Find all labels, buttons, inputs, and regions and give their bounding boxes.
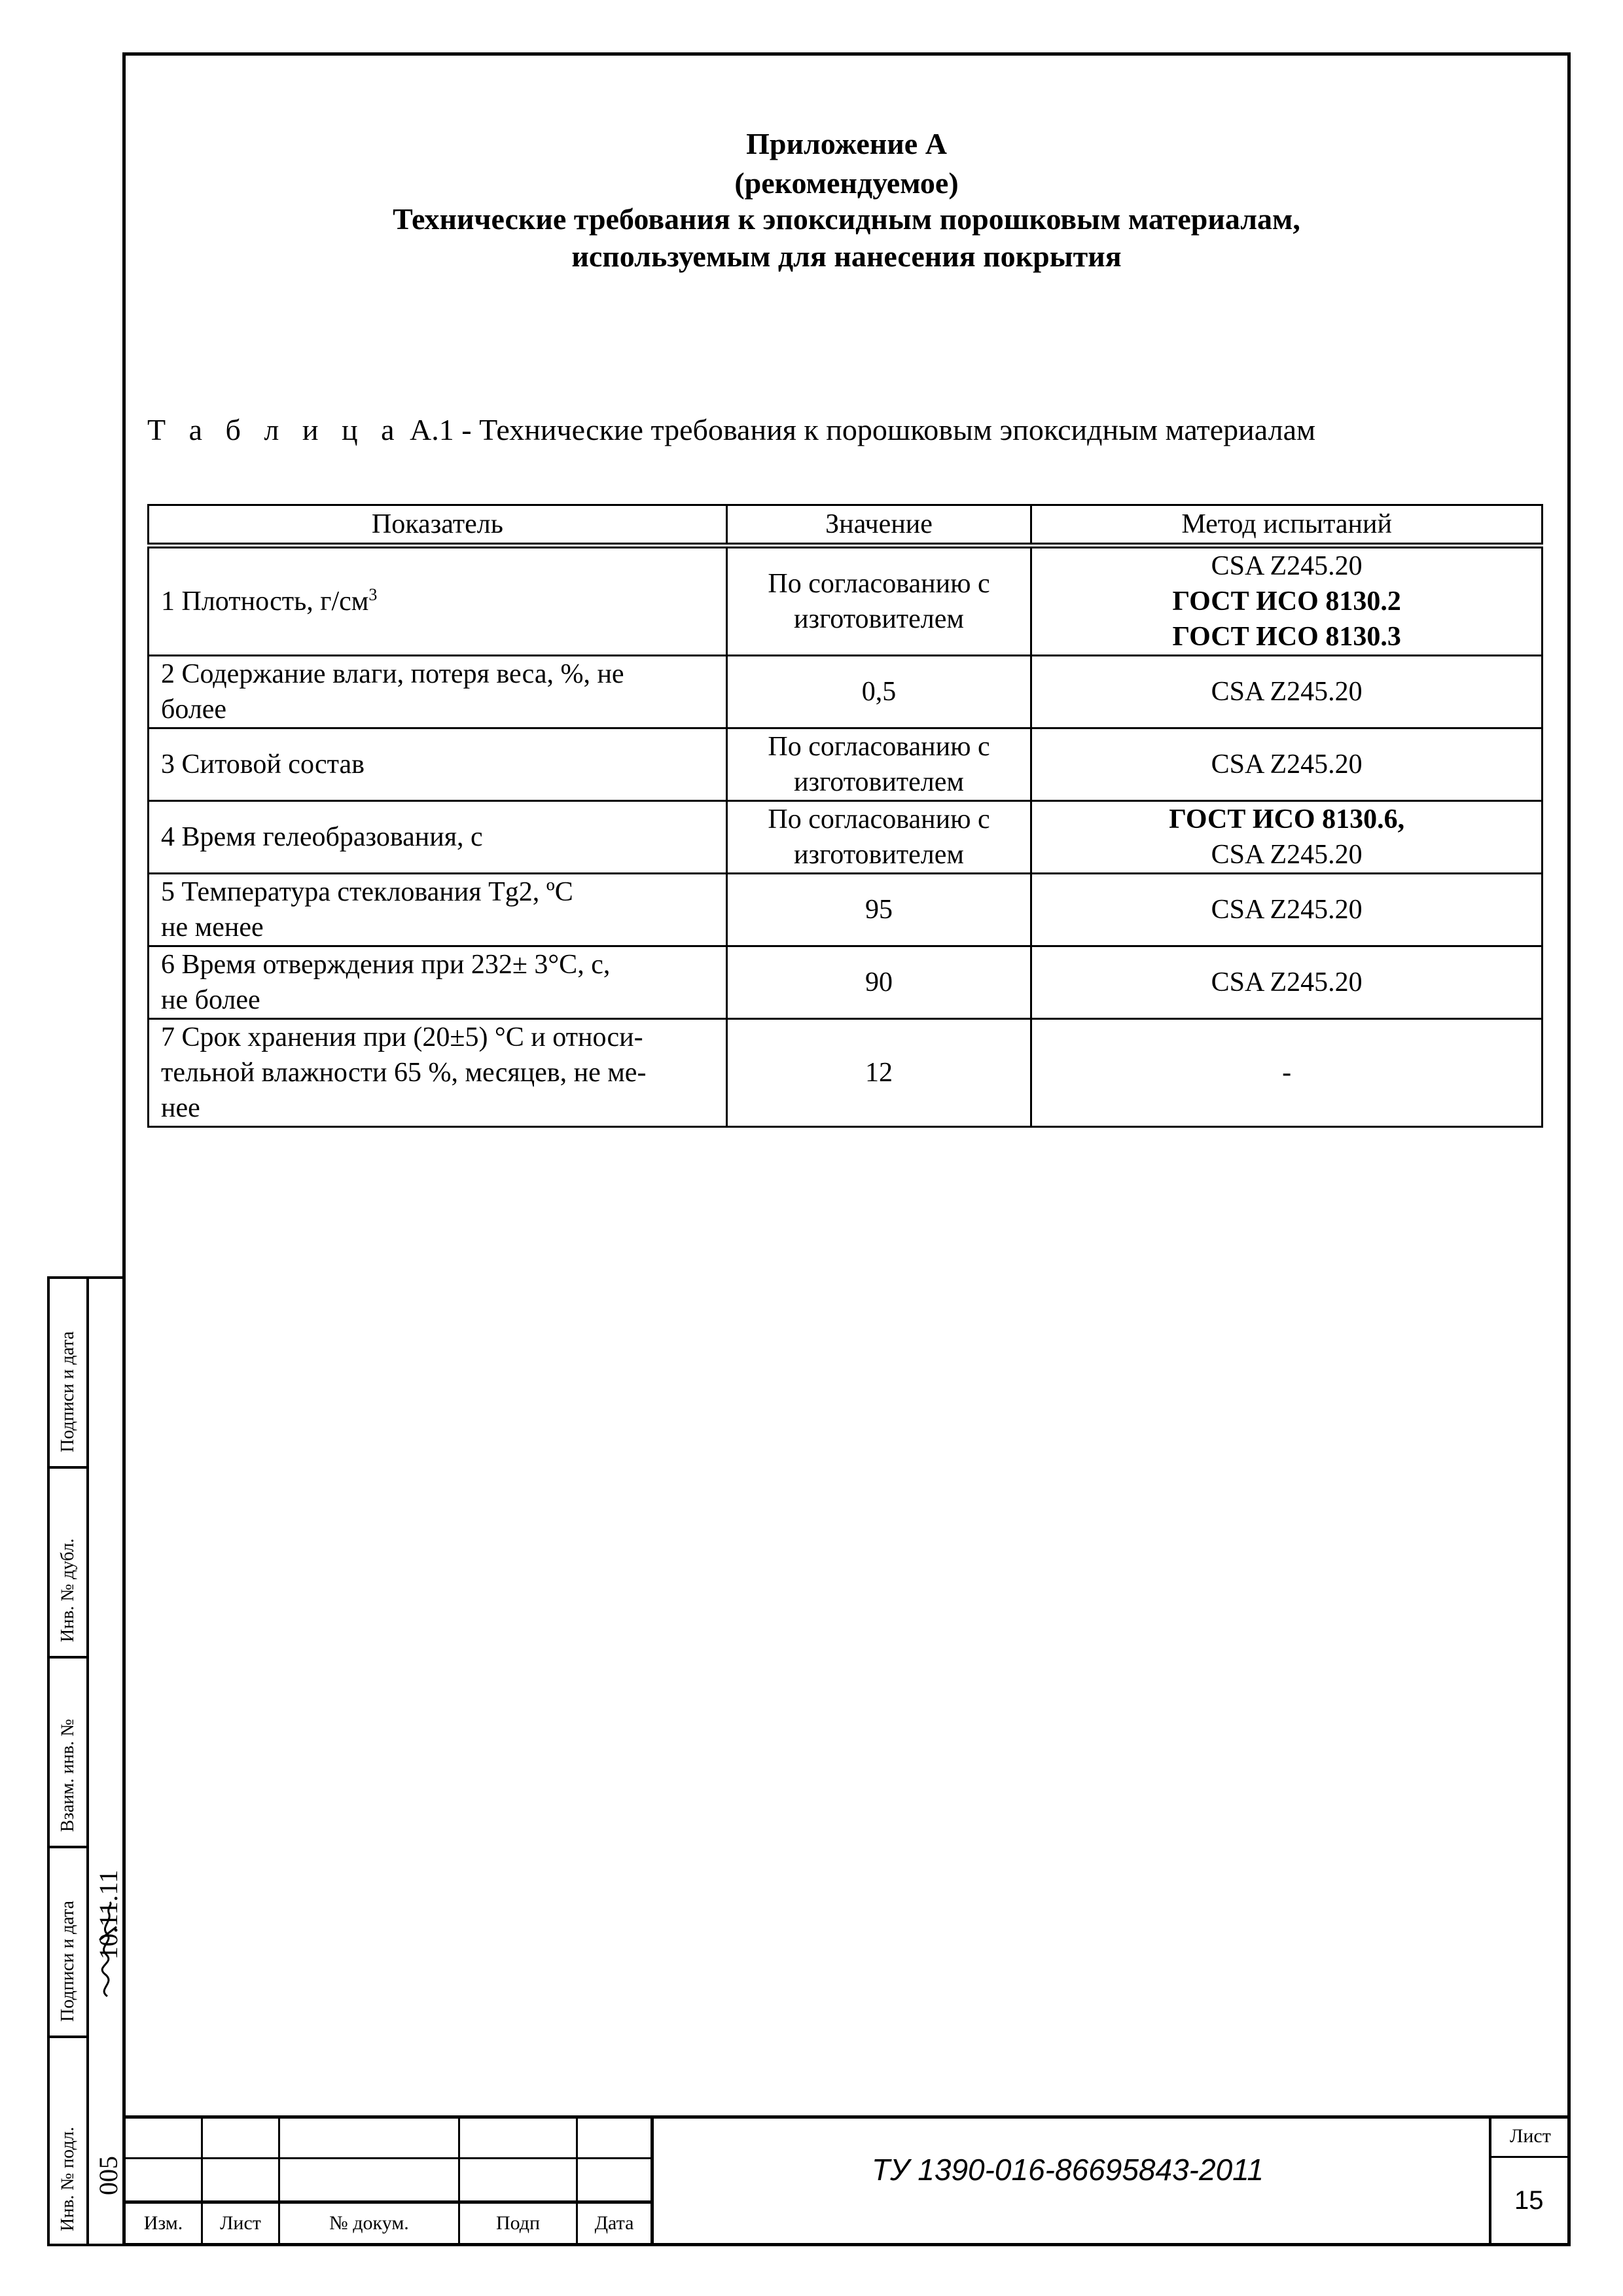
appendix-status: (рекомендуемое) [734,166,959,200]
indicator-cell: 6 Время отверждения при 232± 3°C, с, не более [149,946,727,1019]
side-approval-strip [47,1276,126,2246]
title-block-column-doc-number: № докум. [329,2212,409,2234]
indicator-cell: 5 Температура стеклования Tg2, ºC не менее [149,874,727,946]
title-block [126,2115,1571,2246]
appendix-title: Приложение А [746,127,947,160]
signature-date: 10.11.11 [94,1869,123,1960]
side-label-original-inventory: Инв. № подл. [58,2126,78,2231]
indicator-cell: 4 Время гелеобразования, с [149,801,727,874]
method-cell: ГОСТ ИСО 8130.6, CSA Z245.20 [1031,801,1543,874]
sheet-label: Лист [1510,2125,1551,2147]
appendix-subject-line-2: используемым для нанесения покрытия [571,240,1122,273]
side-cell [50,2038,86,2246]
page-frame [122,52,1571,2246]
side-strip-divider [86,1279,89,2244]
side-label-dup-inventory: Инв. № дубл. [58,1538,78,1642]
side-label-signatures: Подписи и дата [58,1331,78,1452]
value-cell: По согласованию с изготовителем [726,801,1031,874]
method-cell: CSA Z245.20 [1031,728,1543,801]
sheet-number: 15 [1514,2186,1544,2215]
header-value: Значение [726,505,1031,546]
table-row [149,801,1543,874]
method-cell: CSA Z245.20 [1031,656,1543,728]
value-cell: По согласованию с изготовителем [726,728,1031,801]
indicator-cell: 3 Ситовой состав [149,728,727,801]
table-row [149,946,1543,1019]
original-inventory-number: 005 [94,2156,123,2195]
side-label-signatures-2: Подписи и дата [58,1901,78,2022]
value-cell: 90 [726,946,1031,1019]
value-cell: 95 [726,874,1031,946]
title-block-column-signature: Подп [495,2212,541,2234]
title-block-column-sheet: Лист [220,2212,261,2234]
superscript: 3 [368,585,378,604]
header-test-method: Метод испытаний [1031,505,1543,546]
indicator-cell: 7 Срок хранения при (20±5) °С и относи- тельной влажности 65 %, месяцев, не ме- нее [149,1019,727,1127]
side-cell [50,1848,86,2038]
side-label-exchange-inventory: Взаим. инв. № [58,1719,78,1832]
table-row [149,874,1543,946]
table-caption-prefix: Т а б л и ц а [147,413,402,446]
title-block-column-date: Дата [594,2212,634,2234]
side-cell [50,1279,86,1469]
indicator-cell: 1 Плотность, $г/см^3$ [149,546,727,656]
table-caption [147,412,1315,447]
table-row [149,1019,1543,1127]
appendix-subject-line-1: Технические требования к эпоксидным порошковым материалам, [393,202,1300,236]
header-indicator: Показатель [149,505,727,546]
title-block-column-change: Изм. [143,2212,183,2234]
table-header-row [149,505,1543,546]
value-cell: 12 [726,1019,1031,1127]
document-number: ТУ 1390-016-86695843-2011 [872,2153,1264,2187]
value-cell: 0,5 [726,656,1031,728]
method-cell: CSA Z245.20 [1031,946,1543,1019]
table-row [149,546,1543,656]
requirements-table [147,504,1543,1128]
method-cell: - [1031,1019,1543,1127]
table-row [149,656,1543,728]
indicator-cell: 2 Содержание влаги, потеря веса, %, не более [149,656,727,728]
value-cell: По согласованию с изготовителем [726,546,1031,656]
side-cell [50,1659,86,1848]
method-cell: CSA Z245.20 ГОСТ ИСО 8130.2 ГОСТ ИСО 8130.3 [1031,546,1543,656]
method-cell: CSA Z245.20 [1031,874,1543,946]
table-row [149,728,1543,801]
table-caption-text: А.1 - Технические требования к порошковым эпоксидным материалам [402,413,1316,446]
side-cell [50,1469,86,1659]
